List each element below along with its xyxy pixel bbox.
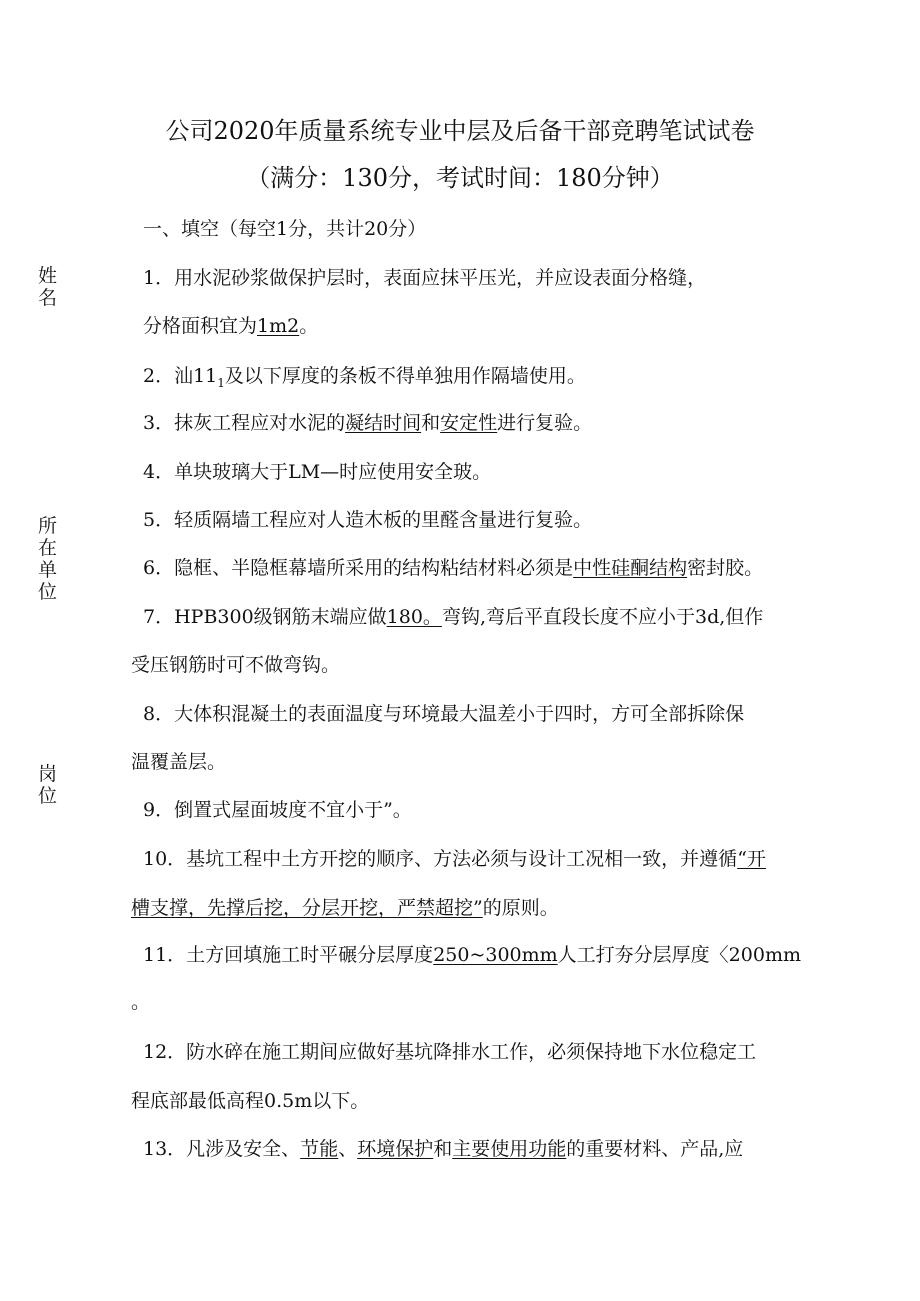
question-8-line-1 (143, 702, 744, 726)
answer-blank: 槽支撑，先撑后挖，分层开挖，严禁超挖” (131, 897, 483, 919)
question-text: 弯钩,弯后平直段长度不应小于3d,但作 (441, 606, 764, 628)
question-text: 9．倒置式屋面坡度不宜小于”。 (143, 799, 412, 821)
answer-blank: 凝结时间 (345, 412, 422, 434)
question-5 (143, 508, 592, 532)
question-text: 人工打夯分层厚度〈200mm (557, 944, 801, 966)
question-10-line-1 (143, 847, 766, 871)
answer-blank: 180。 (386, 606, 442, 628)
question-13 (143, 1137, 743, 1161)
side-label-unit: 所在单位 (38, 515, 58, 603)
question-text: 5．轻质隔墙工程应对人造木板的里醛含量进行复验。 (143, 509, 593, 531)
question-text: 密封胶。 (687, 557, 764, 579)
exam-subtitle: （满分：130分，考试时间：180分钟） (246, 164, 674, 192)
question-text: 及以下厚度的条板不得单独用作隔墙使用。 (224, 365, 586, 387)
question-text: 8．大体积混凝土的表面温度与环境最大温差小于四时，方可全部拆除保 (143, 703, 745, 725)
answer-blank: 中性硅酮结构 (573, 557, 688, 579)
answer-blank: 节能 (300, 1138, 339, 1160)
question-text: 11．土方回填施工时平碾分层厚度 (143, 944, 434, 966)
question-7-line-1 (143, 605, 763, 629)
question-7-line-2 (131, 653, 340, 677)
question-text: 2．汕11 (143, 365, 218, 387)
question-1-line-2 (143, 314, 318, 338)
question-text: 程底部最低高程0.5m以下。 (131, 1090, 370, 1112)
answer-blank: 主要使用功能 (452, 1138, 567, 1160)
answer-blank: 环境保护 (357, 1138, 434, 1160)
question-text: 3．抹灰工程应对水泥的 (143, 412, 346, 434)
question-8-line-2 (131, 750, 226, 774)
question-2 (143, 364, 586, 395)
question-text: 10．基坑工程中土方开挖的顺序、方法必须与设计工况相一致，并遵循 (143, 848, 738, 870)
side-label-position: 岗位 (38, 763, 58, 807)
question-text: 温覆盖层。 (131, 751, 227, 773)
section-heading: 一、填空（每空1分，共计20分） (143, 218, 427, 240)
question-1-line-1 (143, 266, 706, 290)
answer-blank: 1m2 (257, 315, 300, 337)
side-label-name: 姓名 (38, 265, 58, 309)
question-4 (143, 460, 491, 484)
question-text: 1．用水泥砂浆做保护层时，表面应抹平压光，并应设表面分格缝， (143, 267, 707, 289)
question-12-line-1 (143, 1040, 756, 1064)
question-text: 受压钢筋时可不做弯钩。 (131, 654, 341, 676)
question-9 (143, 798, 412, 822)
question-text: 13．凡涉及安全、 (143, 1138, 301, 1160)
question-text: 7．HPB300级钢筋末端应做 (143, 606, 387, 628)
question-text: 。 (299, 315, 319, 337)
question-text: 12．防水碎在施工期间应做好基坑降排水工作，必须保持地下水位稳定工 (143, 1041, 757, 1063)
question-3 (143, 411, 592, 435)
question-11-line-1 (143, 943, 801, 967)
question-text: 6．隐框、半隐框幕墙所采用的结构粘结材料必须是 (143, 557, 574, 579)
question-text: 。 (131, 991, 151, 1013)
question-text: 的原则。 (482, 897, 559, 919)
question-text: 的重要材料、产品,应 (566, 1138, 744, 1160)
question-11-line-2 (131, 990, 150, 1014)
exam-title: 公司2020年质量系统专业中层及后备干部竞聘笔试试卷 (165, 117, 755, 145)
question-6 (143, 556, 763, 580)
subscript: 1 (217, 375, 225, 390)
answer-blank: 250~300mm (433, 944, 558, 966)
question-text: 、 (338, 1138, 358, 1160)
question-10-line-2 (131, 896, 559, 920)
question-text: 和 (421, 412, 441, 434)
answer-blank: “开 (737, 848, 766, 870)
question-text: 和 (433, 1138, 453, 1160)
question-12-line-2 (131, 1089, 369, 1113)
question-text: 4．单块玻璃大于LM—时应使用安全玻。 (143, 461, 492, 483)
question-text: 分格面积宜为 (143, 315, 258, 337)
answer-blank: 安定性 (440, 412, 498, 434)
question-text: 进行复验。 (497, 412, 593, 434)
